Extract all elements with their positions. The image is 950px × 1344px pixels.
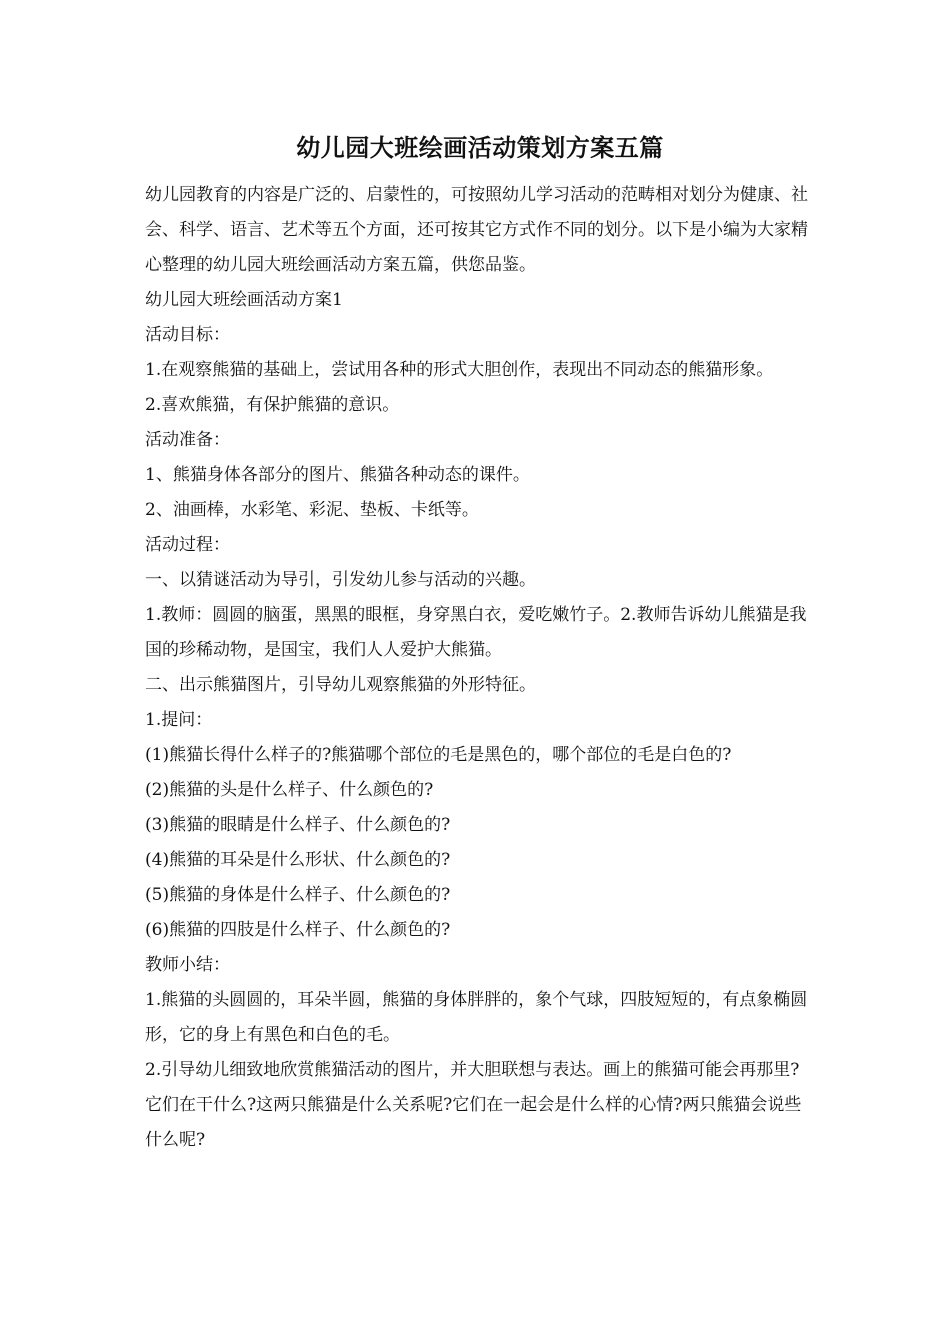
question-item: (2)熊猫的头是什么样子、什么颜色的? [145,780,434,800]
process-step-heading: 二、出示熊猫图片，引导幼儿观察熊猫的外形特征。 [145,675,536,695]
question-item: (6)熊猫的四肢是什么样子、什么颜色的? [145,920,451,940]
section-label-process: 活动过程： [145,535,230,555]
document-title: 幼儿园大班绘画活动策划方案五篇 [296,133,664,162]
section-label-preparation: 活动准备： [145,430,230,450]
preparation-item: 2、油画棒，水彩笔、彩泥、垫板、卡纸等。 [145,500,479,520]
document-body [145,128,815,1158]
goal-item: 1.在观察熊猫的基础上，尝试用各种的形式大胆创作，表现出不同动态的熊猫形象。 [145,360,774,380]
preparation-item: 1、熊猫身体各部分的图片、熊猫各种动态的课件。 [145,465,530,485]
question-item: (3)熊猫的眼睛是什么样子、什么颜色的? [145,815,451,835]
section-label-summary: 教师小结： [145,955,230,975]
summary-item: 1.熊猫的头圆圆的，耳朵半圆，熊猫的身体胖胖的，象个气球，四肢短短的，有点象椭圆形，它的身上有黑色和白色的毛。 [145,990,808,1045]
question-item: (5)熊猫的身体是什么样子、什么颜色的? [145,885,451,905]
summary-item: 2.引导幼儿细致地欣赏熊猫活动的图片，并大胆联想与表达。画上的熊猫可能会再那里?它们在干什么?这两只熊猫是什么关系呢?它们在一起会是什么样的心情?两只熊猫会说些什么呢? [145,1060,802,1150]
process-step-heading: 一、以猜谜活动为导引，引发幼儿参与活动的兴趣。 [145,570,536,590]
intro-paragraph: 幼儿园教育的内容是广泛的、启蒙性的，可按照幼儿学习活动的范畴相对划分为健康、社会、科学、语言、艺术等五个方面，还可按其它方式作不同的划分。以下是小编为大家精心整理的幼儿园大班绘画活动方案五篇，供您品鉴。 [145,185,808,275]
section-label-goals: 活动目标： [145,325,230,345]
question-item: (1)熊猫长得什么样子的?熊猫哪个部位的毛是黑色的，哪个部位的毛是白色的? [145,745,732,765]
goal-item: 2.喜欢熊猫，有保护熊猫的意识。 [145,395,400,415]
process-step-item: 1.教师：圆圆的脑蛋，黑黑的眼框，身穿黑白衣，爱吃嫩竹子。2.教师告诉幼儿熊猫是我国的珍稀动物，是国宝，我们人人爱护大熊猫。 [145,605,807,660]
question-item: (4)熊猫的耳朵是什么形状、什么颜色的? [145,850,451,870]
plan-heading: 幼儿园大班绘画活动方案1 [145,290,343,310]
process-step-item: 1.提问： [145,710,213,730]
